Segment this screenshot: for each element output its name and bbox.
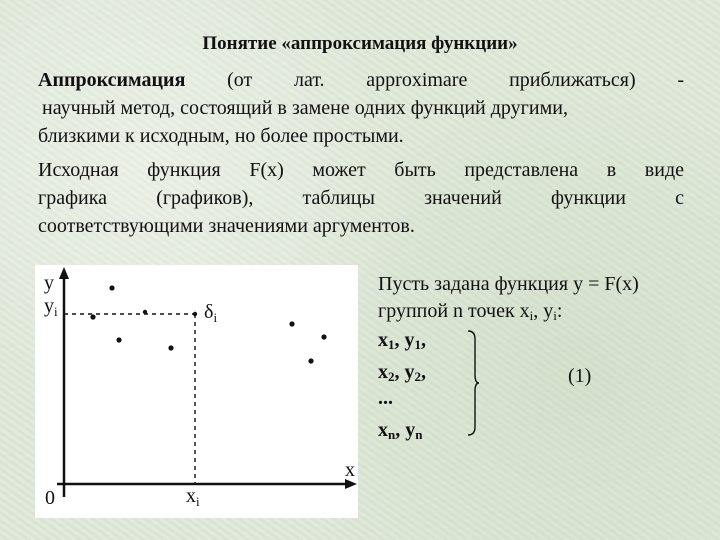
data-point — [308, 358, 313, 363]
data-point — [143, 310, 147, 314]
data-point — [321, 334, 326, 339]
term-approximation: Аппроксимация — [38, 69, 186, 91]
y-axis-label: y — [44, 272, 54, 294]
definition-line-3: близкими к исходным, но более простыми. — [38, 125, 404, 147]
word: - — [677, 69, 685, 91]
word: (от — [227, 69, 253, 91]
equation-number: (1) — [568, 365, 592, 387]
function-statement: Пусть задана функция y = F(x) — [378, 273, 639, 295]
data-point — [289, 321, 294, 326]
source-function-paragraph — [38, 156, 684, 240]
system-row: $x_2$, $y_2$, — [378, 361, 426, 384]
source-line-2: графика (графиков), таблицы значений функции с — [38, 187, 684, 209]
word: approximare — [366, 69, 468, 91]
system-row: $x_n$, $y_n$ — [378, 419, 423, 442]
page-title: Понятие «аппроксимация функции» — [202, 33, 518, 54]
x-axis-label: x — [345, 459, 355, 481]
system-row: ... — [378, 387, 393, 409]
source-line-1: Исходная функция F(x) может быть представлена в виде — [38, 159, 684, 181]
right-brace — [466, 327, 480, 439]
data-point — [90, 314, 95, 319]
scatter-graph — [35, 265, 358, 518]
definition-paragraph — [38, 66, 684, 150]
yi-label: $y_i$ — [44, 295, 58, 319]
points-definition — [378, 271, 698, 442]
origin-label: 0 — [45, 487, 55, 509]
word: лат. — [293, 69, 325, 91]
y-axis-arrow — [59, 267, 69, 279]
xi-label: $x_i$ — [186, 485, 200, 509]
data-point — [116, 337, 121, 342]
graph-canvas — [35, 265, 358, 518]
points-system — [378, 327, 678, 442]
data-point — [193, 312, 197, 316]
word: приближаться) — [509, 69, 636, 91]
delta-label: $\delta_i$ — [204, 301, 218, 325]
points-statement: группой n точек $x_i$, $y_i$: — [378, 300, 563, 323]
source-line-3: соответствующими значениями аргументов. — [38, 215, 415, 237]
data-point — [168, 345, 173, 350]
data-point — [109, 285, 114, 290]
definition-line-1 — [38, 66, 684, 94]
system-row: $x_1$, $y_1$, — [378, 329, 426, 352]
definition-line-2: научный метод, состоящий в замене одних функций другими, — [42, 97, 568, 119]
